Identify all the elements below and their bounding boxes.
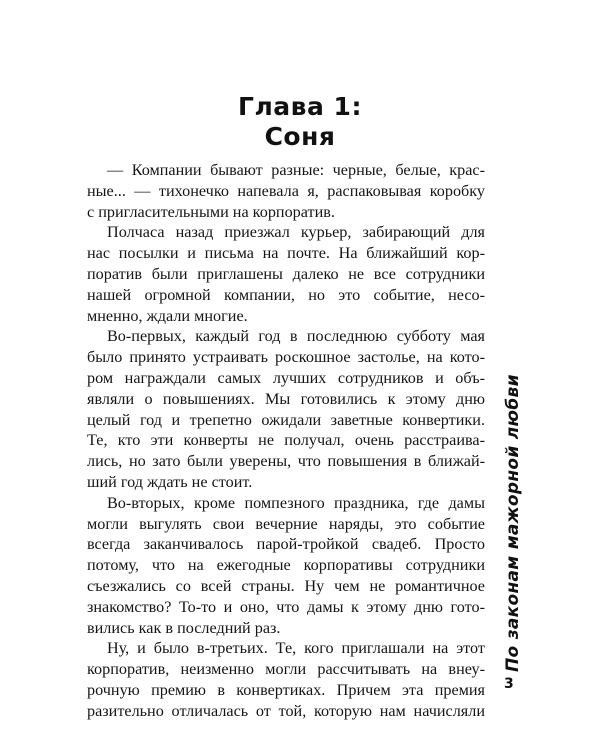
- text-line: являли о повышениях. Мы готовились к этому дню: [87, 389, 485, 408]
- text-line: было принято устраивать роскошное застолье, на кото-: [87, 348, 485, 367]
- text-line: ром награждали самых лучших сотрудников и объ-: [87, 368, 485, 387]
- paragraph: [87, 326, 485, 492]
- text-line: — Компании бывают разные: черные, белые, крас-: [107, 161, 485, 179]
- chapter-title: [0, 92, 600, 152]
- paragraph: [87, 638, 485, 721]
- text-line: корпоратив, неизменно могли рассчитывать на внеу-: [87, 660, 485, 679]
- text-line: с пригласительными на корпоратив.: [87, 202, 335, 221]
- text-line: лись, но зато были уверены, что повышения в ближай-: [87, 452, 485, 471]
- paragraph: [87, 222, 485, 326]
- text-line: нас посылки и письма на почте. На ближайший кор-: [87, 244, 485, 263]
- text-line: Во-первых, каждый год в последнюю субботу мая: [107, 327, 485, 346]
- text-line: могли выгулять свои вечерние наряды, это событие: [87, 514, 485, 533]
- text-line: знакомство? То-то и оно, что дамы к этому дню гото-: [87, 597, 485, 616]
- text-line: Полчаса назад приезжал курьер, забирающий для: [107, 223, 485, 242]
- text-line: вились как в последний раз.: [87, 618, 281, 637]
- body-text: [87, 160, 485, 722]
- text-line: рочную премию в конвертиках. Причем эта премия: [87, 680, 485, 699]
- text-line: съезжались со всей страны. Ну чем не романтичное: [87, 576, 485, 595]
- text-line: разительно отличалась от той, которую нам начисляли: [87, 701, 485, 720]
- text-line: Те, кто эти конверты не получал, очень расстраива-: [87, 431, 485, 450]
- text-line: нашей огромной компании, но это событие, несо-: [87, 285, 485, 304]
- text-line: целый год и трепетно ожидали заветные конвертики.: [87, 410, 485, 429]
- chapter-title-line-2: Соня: [264, 122, 336, 151]
- text-line: ные... — тихонечко напевала я, распаковывая коробку: [87, 181, 485, 200]
- text-line: мненно, ждали многие.: [87, 306, 248, 325]
- page-number: 3: [504, 676, 514, 692]
- text-line: всегда заканчивалось парой-тройкой свадеб. Просто: [87, 535, 485, 554]
- text-line: ший год ждать не стоит.: [87, 472, 253, 491]
- paragraph: [87, 493, 485, 639]
- paragraph: [87, 160, 485, 222]
- text-line: потому, что на ежегодные корпоративы сотрудники: [87, 556, 485, 575]
- text-line: поратив были приглашены далеко не все сотрудники: [87, 264, 485, 283]
- running-title: По законам мажорной любви: [503, 374, 523, 672]
- text-line: Ну, и было в-третьих. Те, кого приглашали на этот: [107, 639, 485, 658]
- text-line: Во-вторых, кроме помпезного праздника, где дамы: [107, 493, 485, 512]
- chapter-title-line-1: Глава 1:: [238, 92, 362, 121]
